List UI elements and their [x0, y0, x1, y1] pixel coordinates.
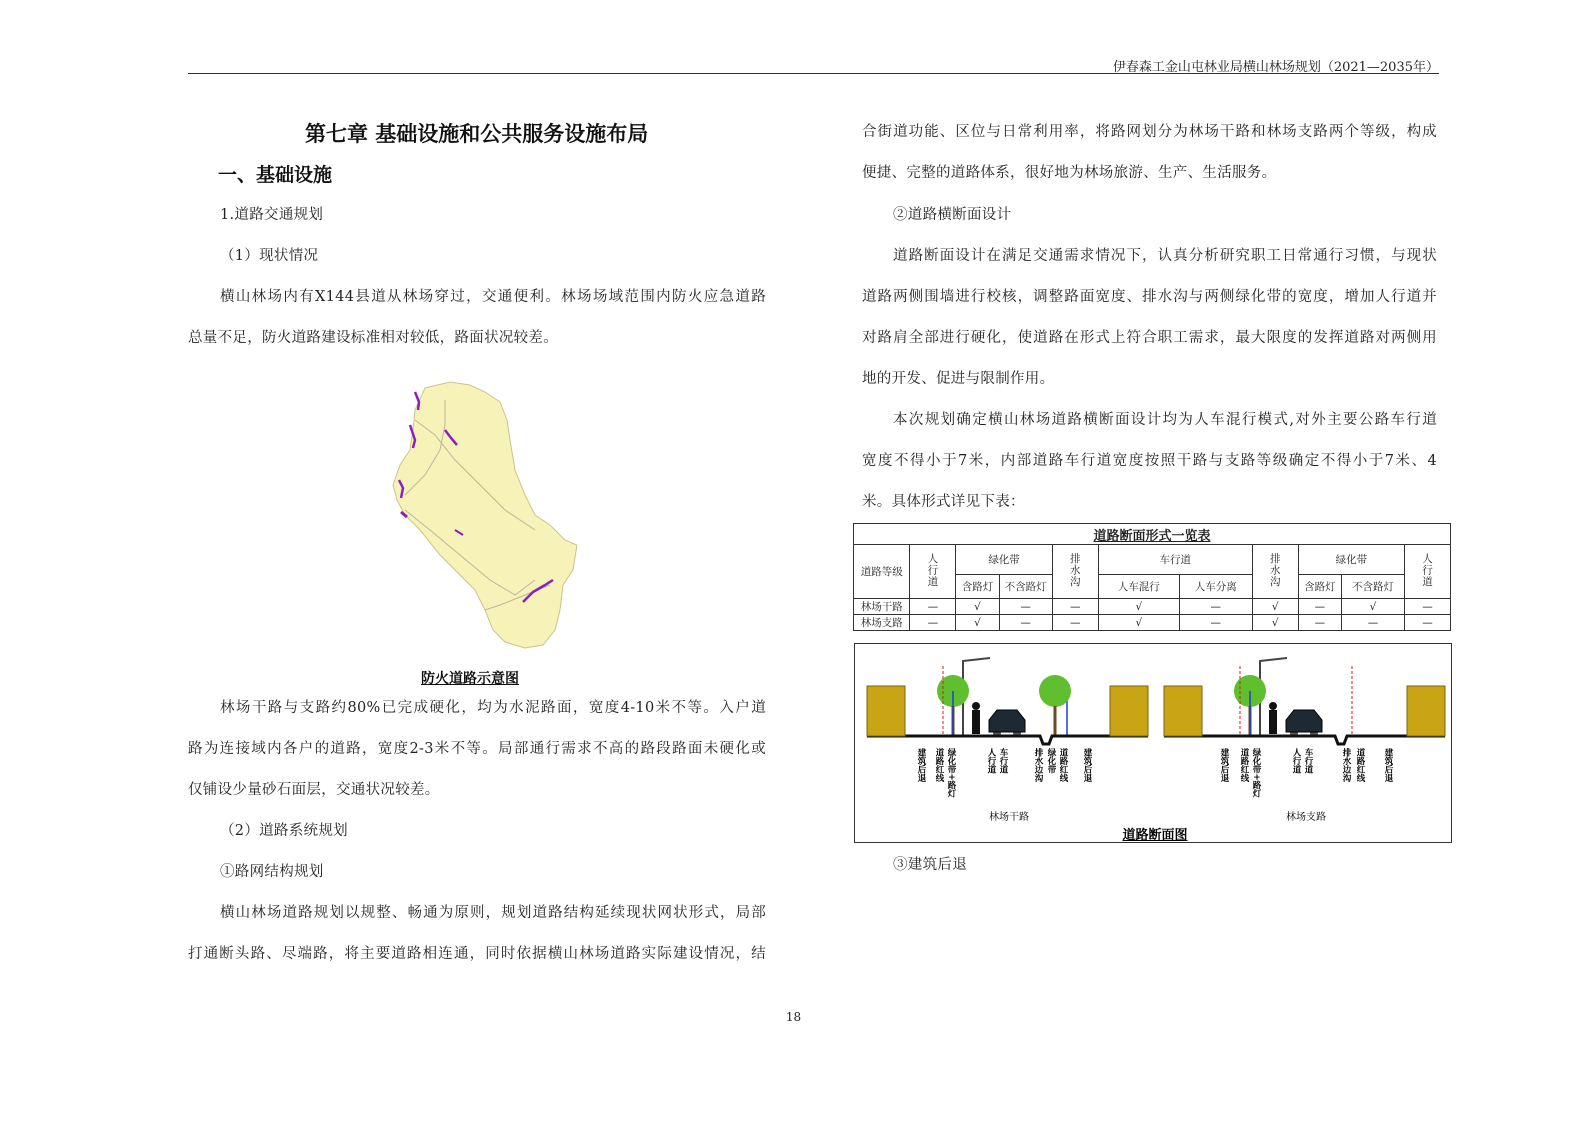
section-label: 绿化带 — [1046, 748, 1056, 774]
table-cell: √ — [1252, 615, 1298, 631]
heading-network-structure: ①路网结构规划 — [220, 864, 324, 880]
road-ground-line — [1164, 736, 1445, 744]
table-cell: — — [1179, 615, 1252, 631]
diagram-caption: 道路断面图 — [1122, 828, 1188, 841]
th-sidewalk: 人行道 — [910, 545, 956, 599]
chapter-title: 第七章 基础设施和公共服务设施布局 — [305, 122, 649, 146]
section-label: 建筑后退 — [1082, 748, 1092, 782]
pedestrian-icon — [972, 702, 980, 710]
th-green: 绿化带 — [956, 545, 1052, 575]
paragraph-line: 合街道功能、区位与日常利用率，将路网划分为林场干路和林场支路两个等级，构成 — [862, 124, 1437, 140]
table-cell: — — [1341, 615, 1404, 631]
road-section-diagram — [854, 643, 1452, 843]
car-icon — [1286, 710, 1322, 732]
table-cell: √ — [1098, 615, 1179, 631]
th-sidewalk: 人行道 — [1404, 545, 1450, 599]
paragraph-line: 本次规划确定横山林场道路横断面设计均为人车混行模式,对外主要公路车行道 — [893, 412, 1437, 428]
section-label: 绿化带+路灯 — [946, 748, 956, 798]
table-cell: — — [1052, 599, 1098, 615]
building — [867, 686, 905, 736]
paragraph-line: 路为连接域内各户的道路，宽度2-3米不等。局部通行需求不高的路段路面未硬化或 — [188, 741, 766, 757]
section-label: 绿化带+路灯 — [1251, 748, 1261, 798]
page-number: 18 — [785, 1010, 802, 1024]
paragraph-line: 道路两侧围墙进行校核，调整路面宽度、排水沟与两侧绿化带的宽度，增加人行道并 — [862, 289, 1437, 305]
table-cell: √ — [956, 599, 999, 615]
row-name: 林场干路 — [854, 599, 910, 615]
paragraph-line: 林场干路与支路约80%已完成硬化，均为水泥路面，宽度4-10米不等。入户道 — [220, 700, 766, 716]
table-cell: — — [999, 599, 1052, 615]
th-carriage: 车行道 — [1098, 545, 1252, 575]
table-cell: √ — [1252, 599, 1298, 615]
th-drain: 排水沟 — [1052, 545, 1098, 599]
pedestrian-body — [1269, 710, 1277, 734]
table-cell: — — [1404, 615, 1450, 631]
th-with-lamp: 含路灯 — [956, 575, 999, 599]
pedestrian-icon — [1269, 702, 1277, 710]
table-cell: — — [999, 615, 1052, 631]
section-label: 建筑后退 — [916, 748, 926, 782]
paragraph-line: 道路断面设计在满足交通需求情况下，认真分析研究职工日常通行习惯，与现状 — [893, 248, 1437, 264]
th-no-lamp: 不含路灯 — [1341, 575, 1404, 599]
th-with-lamp: 含路灯 — [1298, 575, 1341, 599]
paragraph-line: 宽度不得小于7米，内部道路车行道宽度按照干路与支路等级确定不得小于7米、4 — [862, 453, 1437, 469]
table-row — [854, 615, 1451, 631]
th-separated: 人车分离 — [1179, 575, 1252, 599]
building — [1110, 686, 1148, 736]
section-label: 车行道 — [998, 748, 1008, 774]
building — [1164, 686, 1202, 736]
heading-building-setback: ③建筑后退 — [893, 857, 967, 873]
table-cell: — — [1298, 615, 1341, 631]
table-cell: — — [1404, 599, 1450, 615]
section-label: 车行道 — [1303, 748, 1313, 774]
section-label: 排水边沟 — [1341, 748, 1351, 782]
row-name: 林场支路 — [854, 615, 910, 631]
map-caption: 防火道路示意图 — [421, 671, 519, 687]
paragraph-line: 米。具体形式详见下表： — [862, 494, 1025, 510]
heading-road-system: （2）道路系统规划 — [220, 823, 348, 839]
table-cell: — — [910, 599, 956, 615]
section-label: 排水边沟 — [1033, 748, 1043, 782]
section-label: 道路红线 — [1239, 748, 1249, 782]
paragraph-line: 对路肩全部进行硬化，使道路在形式上符合职工需求，最大限度的发挥道路对两侧用 — [862, 330, 1437, 346]
th-green: 绿化带 — [1298, 545, 1404, 575]
section-label: 建筑后退 — [1219, 748, 1229, 782]
th-no-lamp: 不含路灯 — [999, 575, 1052, 599]
paragraph-line: 横山林场内有X144县道从林场穿过，交通便利。林场场域范围内防火应急道路 — [220, 289, 766, 305]
section-name-branch-road: 林场支路 — [1286, 812, 1326, 823]
paragraph-line: 仅铺设少量砂石面层，交通状况较差。 — [188, 782, 440, 798]
road-section-table — [853, 523, 1451, 631]
table-cell: √ — [1341, 599, 1404, 615]
section-label: 道路红线 — [1058, 748, 1068, 782]
section-label: 道路红线 — [934, 748, 944, 782]
section-title: 一、基础设施 — [218, 164, 333, 186]
fire-road-map — [385, 380, 585, 660]
forest-area-shape — [393, 382, 577, 648]
paragraph-line: 地的开发、促进与限制作用。 — [862, 371, 1055, 387]
road-ground-line — [867, 736, 1148, 744]
table-title: 道路断面形式一览表 — [854, 524, 1451, 545]
section-label: 建筑后退 — [1383, 748, 1393, 782]
table-cell: — — [1298, 599, 1341, 615]
paragraph-line: 打通断头路、尽端路，将主要道路相连通，同时依据横山林场道路实际建设情况，结 — [188, 946, 766, 962]
table-cell: — — [910, 615, 956, 631]
paragraph-line: 便捷、完整的道路体系，很好地为林场旅游、生产、生活服务。 — [862, 165, 1277, 181]
section-label: 人行道 — [1291, 748, 1301, 774]
tree-icon — [1039, 675, 1071, 707]
section-name-main-road: 林场干路 — [989, 812, 1029, 823]
pedestrian-body — [972, 710, 980, 734]
table-cell: — — [1052, 615, 1098, 631]
section-label: 道路红线 — [1355, 748, 1365, 782]
th-mixed: 人车混行 — [1098, 575, 1179, 599]
building — [1407, 686, 1445, 736]
paragraph-line: 横山林场道路规划以规整、畅通为原则，规划道路结构延续现状网状形式，局部 — [220, 905, 766, 921]
th-grade: 道路等级 — [854, 545, 910, 599]
road-section-drawing — [855, 644, 1450, 841]
car-icon — [989, 710, 1025, 732]
heading-cross-section: ②道路横断面设计 — [893, 207, 1012, 223]
table-cell: √ — [956, 615, 999, 631]
heading-current-status: （1）现状情况 — [220, 248, 319, 264]
table-cell: — — [1179, 599, 1252, 615]
heading-road-planning: 1.道路交通规划 — [220, 207, 324, 223]
paragraph-line: 总量不足，防火道路建设标准相对较低，路面状况较差。 — [188, 330, 558, 346]
table-cell: √ — [1098, 599, 1179, 615]
th-drain: 排水沟 — [1252, 545, 1298, 599]
header-title: 伊春森工金山屯林业局横山林场规划（2021—2035年） — [1112, 60, 1439, 75]
section-label: 人行道 — [986, 748, 996, 774]
header-rule — [188, 73, 1439, 74]
table-row — [854, 599, 1451, 615]
